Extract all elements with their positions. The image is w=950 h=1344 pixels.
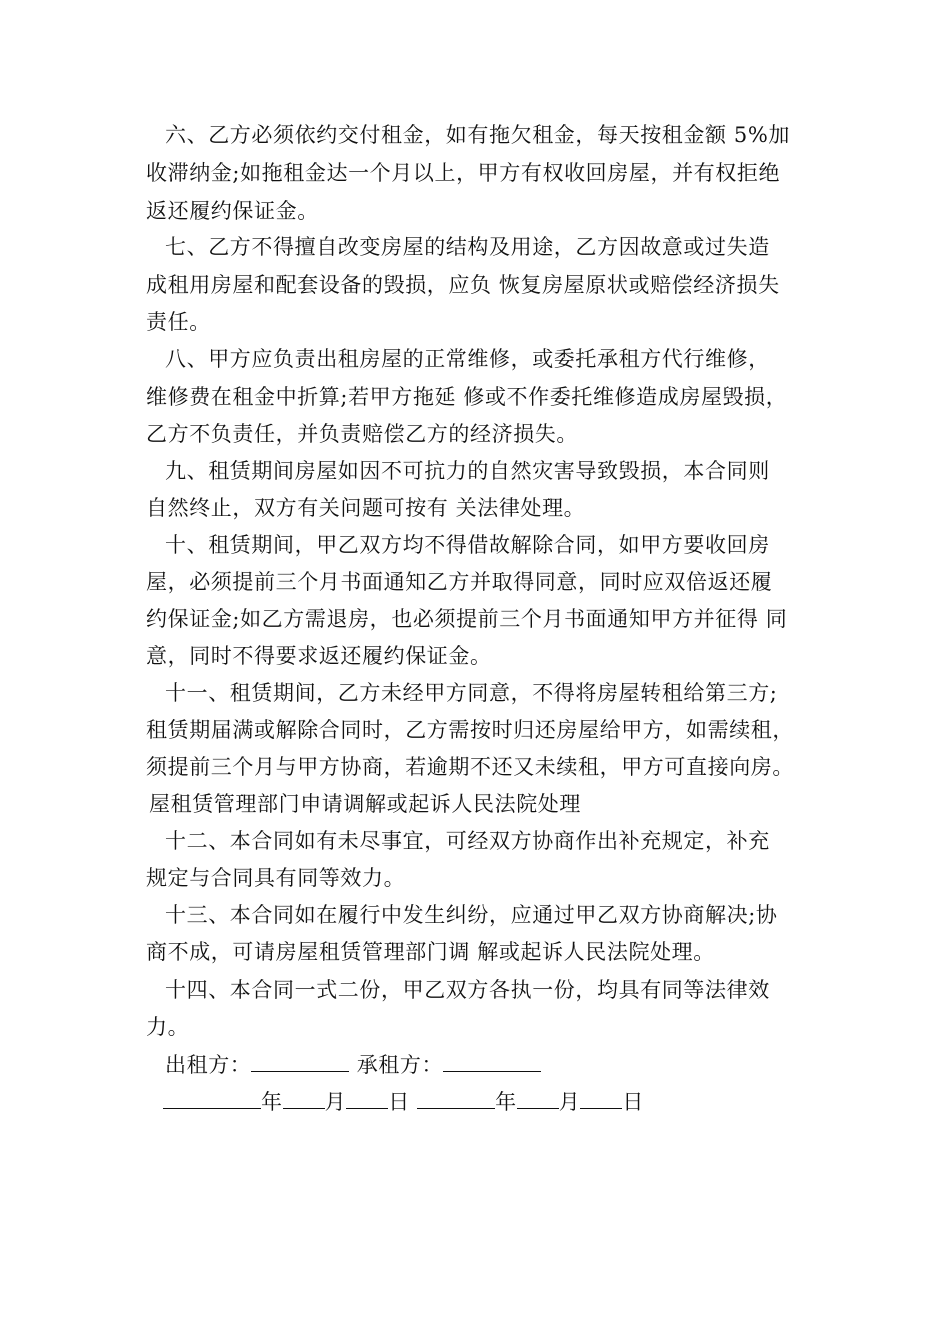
lessor-signature-blank[interactable]	[251, 1049, 349, 1072]
clause-11-line-4: 屋租赁管理部门申请调解或起诉人民法院处理	[149, 792, 581, 816]
clause-11-line-3: 须提前三个月与甲方协商，若逾期不还又未续租，甲方可直接向房。	[146, 755, 794, 779]
signature-date-row	[163, 1086, 644, 1117]
day-label-1: 日	[388, 1090, 410, 1114]
lessee-month-blank[interactable]	[517, 1086, 559, 1109]
clause-13-line-1: 十三、本合同如在履行中发生纠纷，应通过甲乙双方协商解决;协	[165, 903, 778, 927]
clause-10-line-1: 十、租赁期间，甲乙双方均不得借故解除合同，如甲方要收回房	[165, 533, 770, 557]
clause-7-line-1: 七、乙方不得擅自改变房屋的结构及用途，乙方因故意或过失造	[165, 235, 770, 259]
clause-12-line-1: 十二、本合同如有未尽事宜，可经双方协商作出补充规定，补充	[165, 829, 770, 853]
clause-11-line-2: 租赁期届满或解除合同时，乙方需按时归还房屋给甲方，如需续租，	[146, 718, 794, 742]
clause-14-line-1: 十四、本合同一式二份，甲乙双方各执一份，均具有同等法律效	[165, 978, 770, 1002]
year-label-1: 年	[261, 1090, 283, 1114]
lessor-label: 出租方：	[165, 1053, 252, 1077]
year-label-2: 年	[495, 1090, 517, 1114]
clause-10-line-3: 约保证金;如乙方需退房，也必须提前三个月书面通知甲方并征得 同	[146, 607, 788, 631]
lessor-day-blank[interactable]	[346, 1086, 388, 1109]
month-label-1: 月	[324, 1090, 347, 1114]
lessor-year-blank[interactable]	[163, 1086, 261, 1109]
clause-7-line-2: 成租用房屋和配套设备的毁损，应负 恢复房屋原状或赔偿经济损失	[146, 273, 780, 297]
clause-6-line-1: 六、乙方必须依约交付租金，如有拖欠租金，每天按租金额 5%加	[165, 123, 790, 147]
clause-9-line-2: 自然终止，双方有关问题可按有 关法律处理。	[146, 496, 586, 520]
lessor-month-blank[interactable]	[283, 1086, 325, 1109]
clause-6-line-3: 返还履约保证金。	[146, 199, 319, 223]
clause-8-line-2: 维修费在租金中折算;若甲方拖延 修或不作委托维修造成房屋毁损，	[146, 385, 788, 409]
day-label-2: 日	[622, 1090, 644, 1114]
lessee-label: 承租方：	[356, 1053, 444, 1077]
clause-8-line-3: 乙方不负责任，并负责赔偿乙方的经济损失。	[146, 422, 578, 446]
lessee-year-blank[interactable]	[417, 1086, 495, 1109]
clause-9-line-1: 九、租赁期间房屋如因不可抗力的自然灾害导致毁损，本合同则	[165, 459, 770, 483]
lessee-day-blank[interactable]	[580, 1086, 622, 1109]
clause-7-line-3: 责任。	[146, 310, 211, 334]
signature-parties-row	[165, 1049, 541, 1080]
clause-10-line-4: 意，同时不得要求返还履约保证金。	[146, 644, 492, 668]
clause-10-line-2: 屋，必须提前三个月书面通知乙方并取得同意，同时应双倍返还履	[146, 570, 773, 594]
clause-13-line-2: 商不成，可请房屋租赁管理部门调 解或起诉人民法院处理。	[146, 940, 715, 964]
clause-11-line-1: 十一、租赁期间，乙方未经甲方同意，不得将房屋转租给第三方;	[165, 681, 778, 705]
clause-8-line-1: 八、甲方应负责出租房屋的正常维修，或委托承租方代行维修，	[165, 347, 770, 371]
month-label-2: 月	[558, 1090, 581, 1114]
clause-14-line-2: 力。	[146, 1015, 190, 1039]
clause-12-line-2: 规定与合同具有同等效力。	[146, 866, 406, 890]
clause-6-line-2: 收滞纳金;如拖租金达一个月以上，甲方有权收回房屋，并有权拒绝	[146, 161, 781, 185]
lessee-signature-blank[interactable]	[443, 1049, 541, 1072]
